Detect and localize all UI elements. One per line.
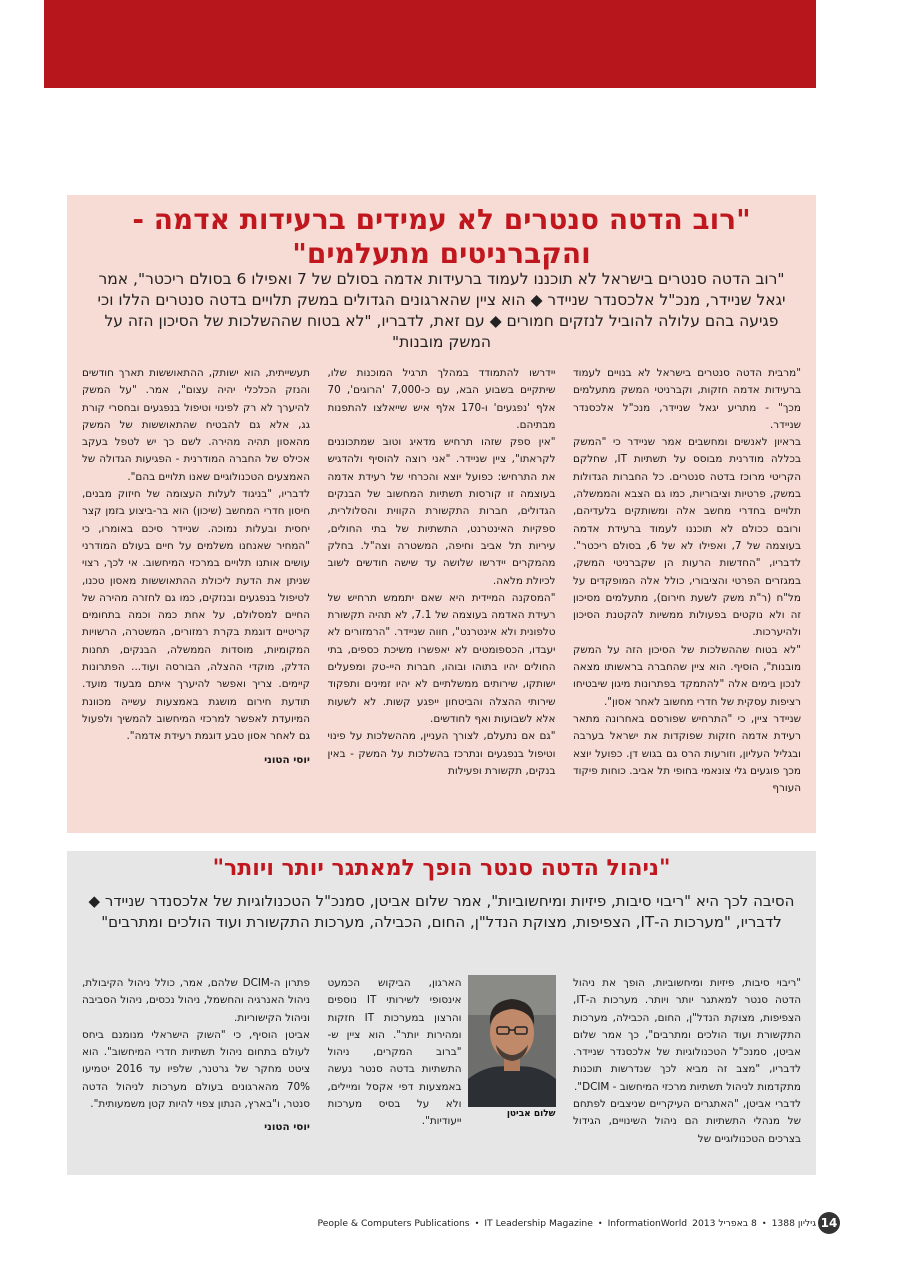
paragraph: "המסקנה המיידית היא שאם יתממש תרחיש של רעידת האדמה בעוצמה של 7.1, לא תהיה תקשורת טלפונית ולא אינטרנט", חווה שניידר. "הרמזורים לא יעבדו, הכספומטים לא יאפשרו משיכת כספים, בתי החולים יהיו בתוהו ובוהו, חברות היי-טק ומפעלים ישותקו, שירותים ממשלתיים לא יהיו זמינים ותפקוד שירותי ההצלה והביטחון ייפגע קשות. לא לשעות אלא לשבועות ואף לחודשים. — [327, 591, 556, 725]
footer-separator: • — [597, 1218, 603, 1228]
article-body — [82, 975, 801, 1171]
footer-publication: InformationWorld — [607, 1217, 688, 1229]
article-body — [82, 365, 801, 821]
paragraph: "אין ספק שזהו תרחיש מדאיג וטוב שמתכוננים לקראתו", ציין שניידר. "אני רוצה להוסיף ולהדגיש את התרחיש: כפועל יוצא והכרחי של רעידת אדמה בעוצמה זו קורסות תשתיות המחשוב של הבנקים הגדולים, חברות התקשורת הקווית והסלולרית, ספקיות האינטרנט, התשתיות של בתי החולים, עיריות תל אביב וחיפה, המשטרה וצה"ל. בחלק מהמקרים יידרשו שלושה עד שישה חודשים לשוב לכיולת מלאה. — [327, 436, 556, 587]
paragraph: "מרבית הדטה סנטרים בישראל לא בנויים לעמוד ברעידות אדמה חזקות, וקברניטי המשק מתעלמים מכך" - מתריע יגאל שניידר, מנכ"ל אלכסנדר שניידר. — [573, 367, 801, 431]
page-number: 14 — [818, 1212, 840, 1234]
article-earthquake — [67, 195, 816, 833]
text-column-1 — [573, 975, 801, 1171]
footer-magazine: IT Leadership Magazine — [484, 1217, 593, 1229]
paragraph: "ריבוי סיבות, פיזיות ומיחשוביות, הופך את ניהול הדטה סנטר למאתגר יותר ויותר. מערכות ה-IT, הצפיפות, מצוקת הנדל"ן, החום, הכבילה, מערכות התקשורת ועוד הולכים ומתרבים", כך אמר שלום אביטן, סמנכ"ל הטכנולוגיות של אלכסנדר שניידר. לדבריו, "מצב זה מביא לכך שנדרשות תוכנות מתקדמות לניהול תשתיות מרכזי המיחשוב - DCIM". — [573, 977, 801, 1093]
paragraph: לדבריו, "בניגוד לעלות העצומה של חיזוק מבנים, חיסון חדרי המחשב (שיכון) הוא בר-ביצוע בזמן קצר יחסית ובעלות נמוכה. שניידר סיכם באומרו, כי "המחיר שאנחנו משלמים על חיים בעולם המודרני עושים אותנו תלויים במרכזי המיחשוב. אי לכך, רצוי שניתן את הדעת ליכולת ההתאוששות מאסון טכנו, לטיפול בנפגעים ובנזקים, כמו גם לחזרה מהירה של החיים למסלולם, על אחת כמה וכמה בתחומים קריטיים דוגמת בקרת רמזורים, המשטרה, הרשויות המקומיות, מוסדות הממשלה, הבנקים, תחנות הדלק, מוקדי ההצלה, הבורסה ועוד... הפתרונות קיימים. צריך ואפשר להיערך איתם מבעוד מועד. תודעת חירום מושגת באמצעות עשייה מכוונת המיועדת לאפשר למרכזי המיחשוב להמשיך ולפעול גם לאחר אסון טבע דוגמת רעידת אדמה". — [82, 488, 310, 743]
portrait-illustration — [468, 975, 556, 1107]
footer-separator: • — [474, 1218, 480, 1228]
paragraph: "גם אם נתעלם, לצורך העניין, מההשלכות על פינוי וטיפול בנפגעים ונתרכז בהשלכות על המשק - באין בנקים, תקשורת ופעילות — [327, 730, 556, 777]
photo-and-text-column — [328, 975, 556, 1171]
page-footer — [317, 1216, 816, 1230]
article-deck: הסיבה לכך היא "ריבוי סיבות, פיזיות ומיחשוביות", אמר שלום אביטן, סמנכ"ל הטכנולוגיות של אלכסנדר שניידר ◆ לדבריו, "מערכות ה-IT, הצפיפות, מצוקת הנדל"ן, החום, הכבילה, מערכות התקשורת ועוד הולכים ומתרבים" — [88, 892, 795, 931]
article-title: "רוב הדטה סנטרים לא עמידים ברעידות אדמה - והקברניטים מתעלמים" — [132, 203, 751, 270]
article-datacenter-management — [67, 851, 816, 1175]
text-column-3 — [82, 365, 310, 821]
article-deck: "רוב הדטה סנטרים בישראל לא תוכננו לעמוד ברעידות אדמה בסולם של 7 ואפילו 6 בסולם ריכטר", אמר יגאל שניידר, מנכ"ל אלכסנדר שניידר ◆ הוא ציין שהארגונים הגדולים במשק תלויים בדטה סנטרים הללו וכי פגיעה בהם עלולה להוביל לנזקים חמורים ◆ עם זאת, לדבריו, "לא בטוח שההשלכות של הסיכון הזה על המשק מובנות" — [97, 270, 786, 351]
portrait-figure — [468, 975, 556, 1171]
footer-date: 8 באפריל 2013 — [692, 1217, 757, 1229]
footer-issue: גיליון 1388 — [771, 1217, 816, 1229]
portrait-photo — [468, 975, 556, 1107]
paragraph: "לא בטוח שההשלכות של הסיכון הזה על המשק מובנות", הוסיף. הוא ציין שהחברה בראשותו מצאה לנכון בימים אלה "להתמקד בפתרונות מיגון שיבטיחו רציפות עסקית של חדרי מחשוב לאחר אסון". — [573, 643, 801, 708]
text-column-1 — [573, 365, 801, 821]
author-byline: יוסי הטוני — [264, 753, 310, 766]
text-column-2 — [328, 975, 462, 1171]
paragraph: פתרון ה-DCIM שלהם, אמר, כולל ניהול הקיבולת, ניהול האנרגיה והחשמל, ניהול נכסים, ניהול הסביבה וניהול הקישוריות. — [82, 977, 310, 1024]
paragraph: לדברי אביטן, "האתגרים העיקריים שניצבים לפתחם של מנהלי התשתיות הם ניהול השינויים, הגידול בצרכים הטכנולוגיים של — [573, 1098, 801, 1145]
article-title: "ניהול הדטה סנטר הופך למאתגר יותר ויותר" — [212, 856, 671, 881]
paragraph: הארגון, הביקוש הכמעט אינסופי לשירותי IT נוספים והרצון במערכות IT חזקות ומהירות יותר". הוא ציין ש-"ברוב המקרים, ניהול התשתיות בדטה סנטר נעשה באמצעות דפי אקסל ומיילים, ולא על בסיס מערכות ייעודיות". — [327, 977, 462, 1128]
footer-publisher: People & Computers Publications — [317, 1217, 470, 1229]
paragraph: בראיון לאנשים ומחשבים אמר שניידר כי "המשק בכללה מודרנית מבוסס על תשתיות IT, שחלקם הקריטי מרוכז בדטה סנטרים. כל החברות הגדולות במשק, פרטיות וציבוריות, כמו גם הצבא והממשלה, תלויים בחדרי מחשב אלה ומשותקים בלעדיהם, ורובם ככולם לא תוכננו לעמוד ברעידת אדמה בעוצמה של 7, ואפילו לא של 6, בסולם ריכטר". לדבריו, "החדשות הרעות הן שקברניטי המשק, במגזרים הפרטי והציבורי, כולל אלה המופקדים על מל"ח (ר"ת משק לשעת חירום), מתעלמים מסיכון זה ולא נוקטים בפעולות ממשיות להקטנת הסיכון ולהיערכות. — [573, 436, 801, 639]
text-column-3 — [82, 975, 310, 1171]
paragraph: שניידר ציין, כי "התרחיש שפורסם באחרונה מתאר רעידת אדמה חזקות שפוקדות את ישראל בערבה ובגליל העליון, וזורעות הרס גם בגוש דן. כפועל יוצא מכך פוגעים גלי צונאמי בחופי תל אביב. כוחות פיקוד העורף — [573, 712, 801, 795]
header-color-band — [44, 0, 816, 88]
paragraph: תעשייתית, הוא ישותק, ההתאוששות תארך חודשים והנזק הכלכלי יהיה עצום", אמר. "על המשק להיערך לא רק לפינוי וטיפול בנפגעים ובחסרי קורת גג, אלא גם להבטיח שהתאוששות של המשק מהאסון תהיה מהירה. לשם כך יש לטפל בעקב אכילס של החברה המודרנית - הפגיעות הגדולה של האמצעים הטכנולוגיים שאנו תלויים בהם". — [82, 367, 310, 483]
paragraph: יידרשו להתמודד במהלך תרגיל המוכנות שלו, שיתקיים בשבוע הבא, עם כ-7,000 'הרוגים', 70 אלף 'נפגעים' ו-170 אלף איש שייאלצו להתפנות מבתיהם. — [327, 367, 556, 431]
photo-caption: שלום אביטן — [506, 1109, 556, 1119]
paragraph: אביטן הוסיף, כי "השוק הישראלי מנומנם ביחס לעולם בתחום ניהול תשתיות חדרי המיחשוב". הוא ציטט מחקר של גרטנר, שלפיו עד 2016 יטמיעו 70% מהארגונים בעולם מערכות לניהול הדטה סנטר, ו"בארץ, הנתון צפוי להיות קטן משמעותית". — [82, 1028, 310, 1111]
text-column-2 — [328, 365, 556, 821]
author-byline: יוסי הטוני — [264, 1121, 310, 1134]
footer-separator: • — [761, 1218, 767, 1228]
